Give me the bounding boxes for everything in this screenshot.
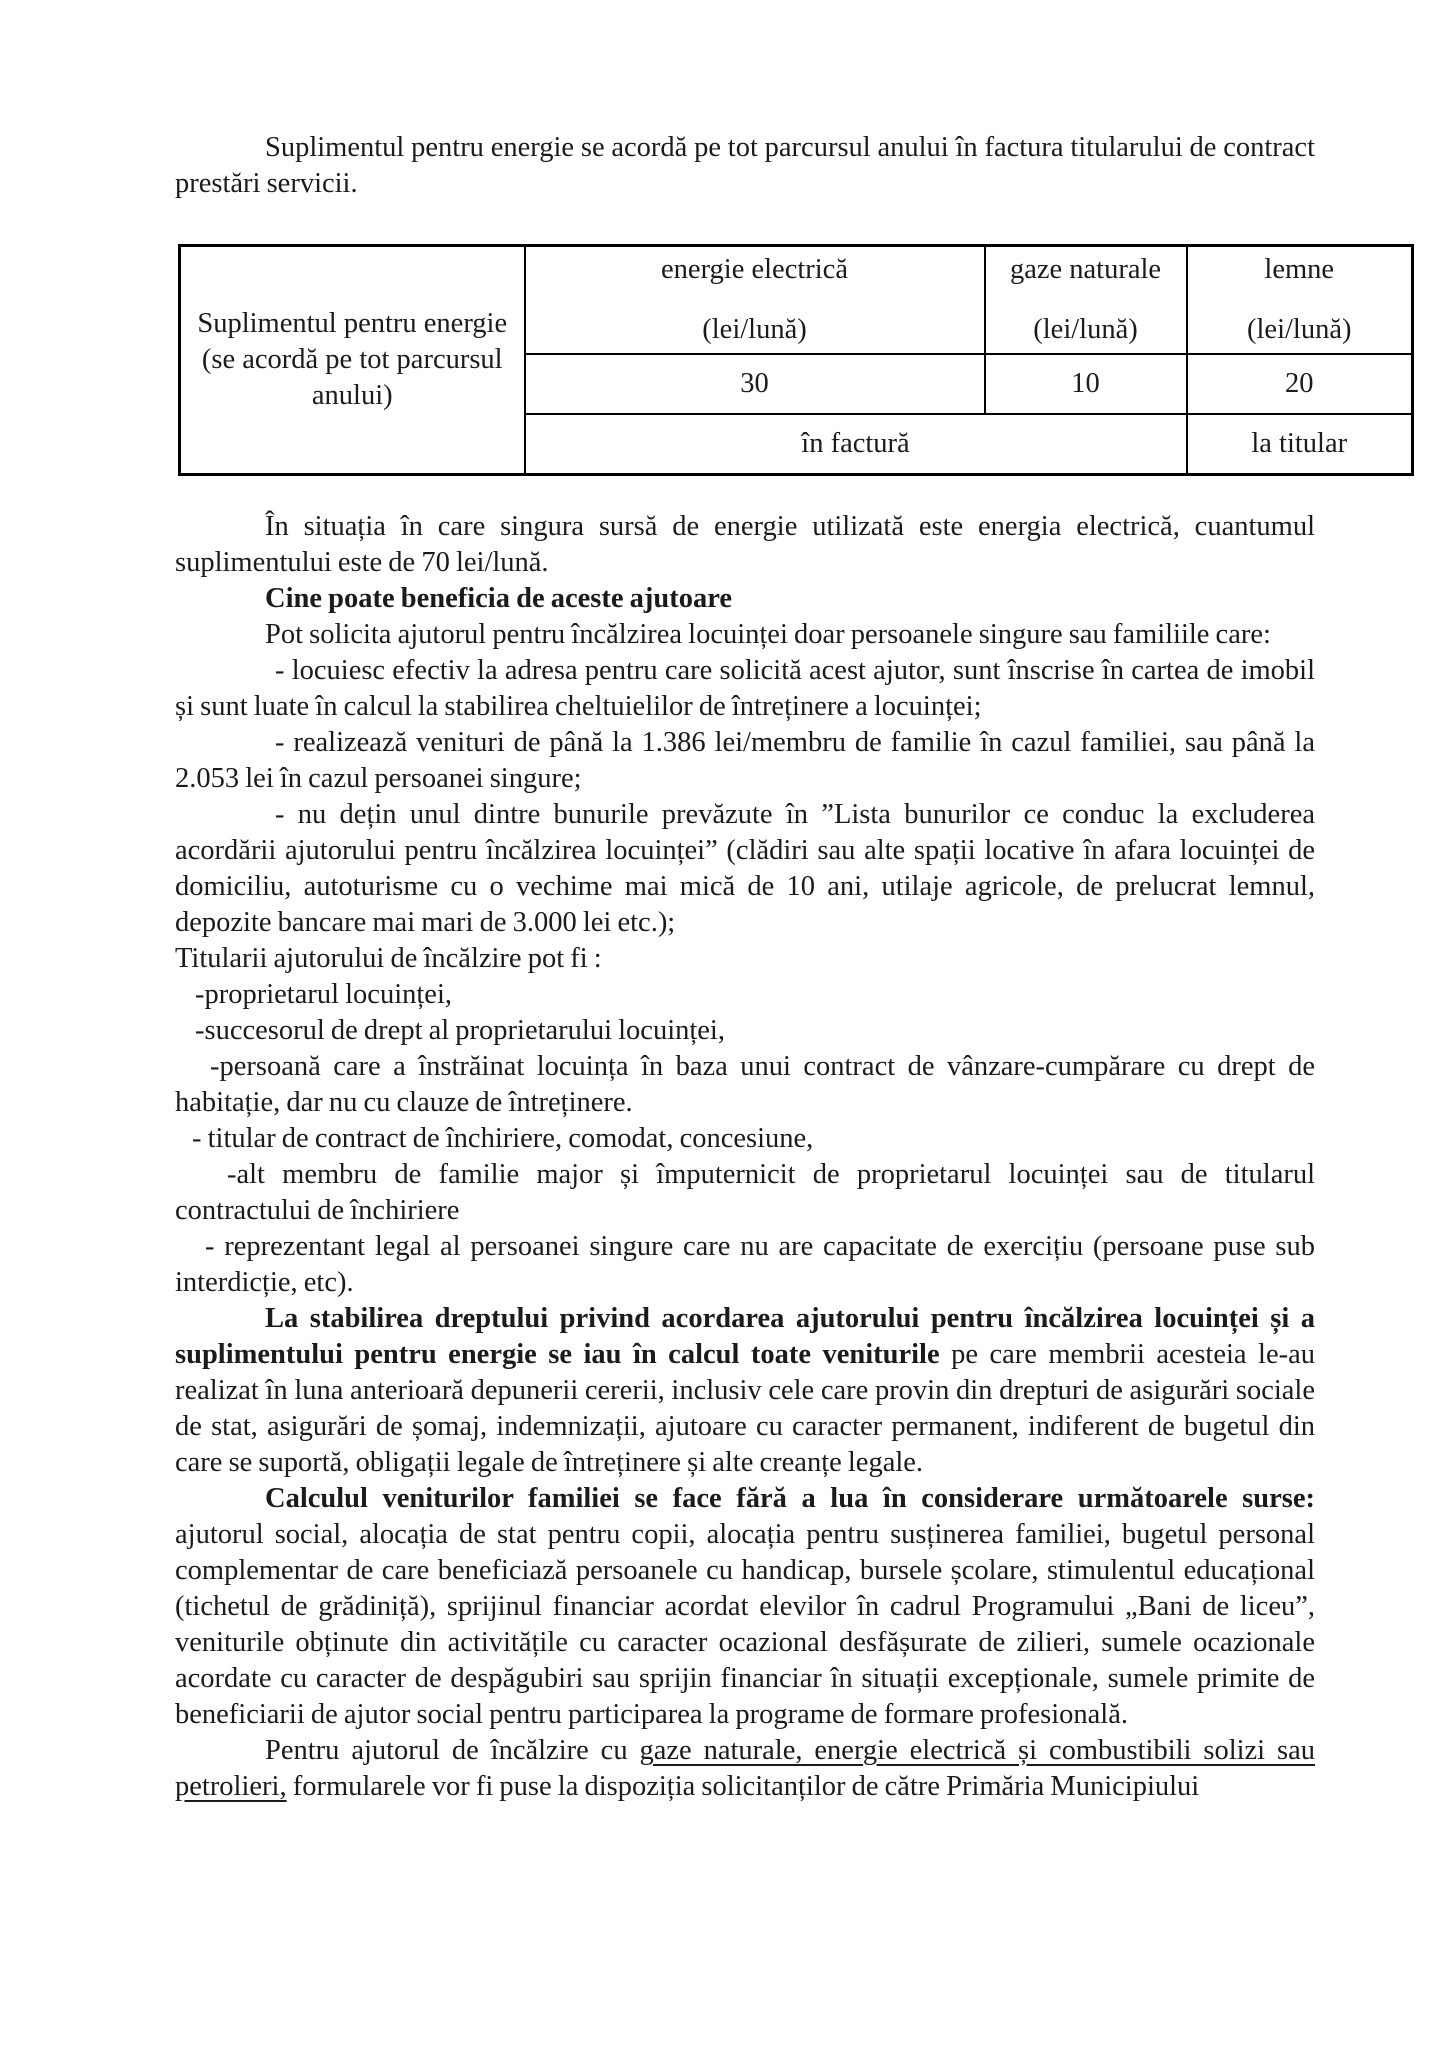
list-item-locuiesc: - locuiesc efectiv la adresa pentru care solicită acest ajutor, sunt înscrise în cartea de imobil și sunt luate în calcul la stabilirea cheltuielilor de întreținere a locuinței; [175,655,1315,722]
list-item-succesor: -succesorul de drept al proprietarului locuinței, [195,1015,725,1046]
column-header-energie-electrica: energie electrică [661,254,848,285]
list-item-titular-contract: - titular de contract de închiriere, comodat, concesiune, [192,1123,814,1154]
column-unit-energie-electrica: (lei/lună) [702,314,807,345]
paragraph-pentru-ajutorul [175,1733,1315,1805]
stabilirea-text-run: pe care membrii acesteia le-au realizat în luna anterioară depunerii cererii, inclusiv cele care provin din drepturi de asigurări sociale de stat, asigurări de șomaj, indemnizații, ajutoare cu caracter permanent, indiferent de bugetul din care se suportă, obligații legale de întreținere și alte creanțe legale. [175,1339,1315,1478]
footer-cell-la-titular: la titular [1187,414,1413,475]
calculul-bold-run: Calculul veniturilor familiei se face fără a lua în considerare următoarele surse: [265,1483,1315,1514]
list-item-bunuri: - nu dețin unul dintre bunurile prevăzute în ”Lista bunurilor ce conduc la excluderea acordării ajutorului pentru încălzirea locuinței” (clădiri sau alte spații locative în afara locuinței de domiciliu, autoturisme cu o vechime mai mică de 10 ani, utilaje agricole, de prelucrat lemnul, depozite bancare mai mari de 3.000 lei etc.); [175,799,1315,938]
table-header-cell-lemne [1187,246,1413,355]
paragraph-stabilirea [175,1301,1315,1481]
column-unit-lemne: (lei/lună) [1247,314,1352,345]
table-row-label-cell: Suplimentul pentru energie (se acordă pe tot parcursul anului) [180,246,525,475]
energy-supplement-table [178,244,1414,476]
list-item-venituri: - realizează venituri de până la 1.386 lei/membru de familie în cazul familiei, sau până la 2.053 lei în cazul persoanei singure; [175,727,1315,794]
pentru-text-run: Pentru ajutorul de încălzire cu [265,1735,640,1766]
table-header-row [180,246,1413,355]
value-cell-lemne: 20 [1187,354,1413,414]
paragraph-electric-only: În situația în care singura sursă de energie utilizată este energia electrică, cuantumul suplimentului este de 70 lei/lună. [175,511,1315,578]
pentru-rest-run: formularele vor fi puse la dispoziția solicitanților de către Primăria Municipiului [286,1771,1200,1802]
footer-cell-in-factura: în factură [525,414,1187,475]
list-item-alt-membru: -alt membru de familie major și împuternicit de proprietarul locuinței sau de titularul contractului de închiriere [175,1159,1315,1226]
stabilirea-bold-run: La stabilirea dreptului privind acordarea ajutorului pentru încălzirea locuinței și a suplimentului pentru energie se iau în calcul toate veniturile [175,1303,1315,1370]
section-heading-cine-poate: Cine poate beneficia de aceste ajutoare [265,583,732,614]
list-item-proprietar: -proprietarul locuinței, [195,979,452,1010]
table-header-cell-energie-electrica [525,246,985,355]
column-unit-gaze-naturale: (lei/lună) [1033,314,1138,345]
list-item-reprezentant: - reprezentant legal al persoanei singure care nu are capacitate de exercițiu (persoane puse sub interdicție, etc). [175,1231,1315,1298]
value-cell-gaze-naturale: 10 [985,354,1187,414]
document-content [175,130,1352,1805]
list-item-instrainat: -persoană care a înstrăinat locuința în baza unui contract de vânzare-cumpărare cu drept de habitație, dar nu cu clauze de întreținere. [175,1051,1315,1118]
column-header-lemne: lemne [1264,254,1335,285]
pentru-underlined-run: gaze naturale, energie electrică și combustibili solizi sau petrolieri, [175,1735,1316,1802]
column-header-gaze-naturale: gaze naturale [1009,254,1162,285]
paragraph-calculul [175,1481,1315,1733]
paragraph-titularii: Titularii ajutorului de încălzire pot fi : [175,943,602,974]
paragraph-pot-solicita: Pot solicita ajutorul pentru încălzirea locuinței doar persoanele singure sau familiile care: [265,619,1271,650]
value-cell-energie-electrica: 30 [525,354,985,414]
paragraph-intro: Suplimentul pentru energie se acordă pe tot parcursul anului în factura titularului de contract prestări servicii. [175,132,1315,199]
table-header-cell-gaze-naturale [985,246,1187,355]
calculul-text-run: ajutorul social, alocația de stat pentru copii, alocația pentru susținerea familiei, bugetul personal complementar de care beneficiază persoanele cu handicap, bursele școlare, stimulentul educațional (tichetul de grădiniță), sprijinul financiar acordat elevilor în cadrul Programului „Bani de liceu”, veniturile obținute din activitățile cu caracter ocazional desfășurate de zilieri, sumele ocazionale acordate cu caracter de despăgubiri sau sprijin financiar în situații excepționale, sumele primite de beneficiarii de ajutor social pentru participarea la programe de formare profesională. [175,1519,1315,1730]
